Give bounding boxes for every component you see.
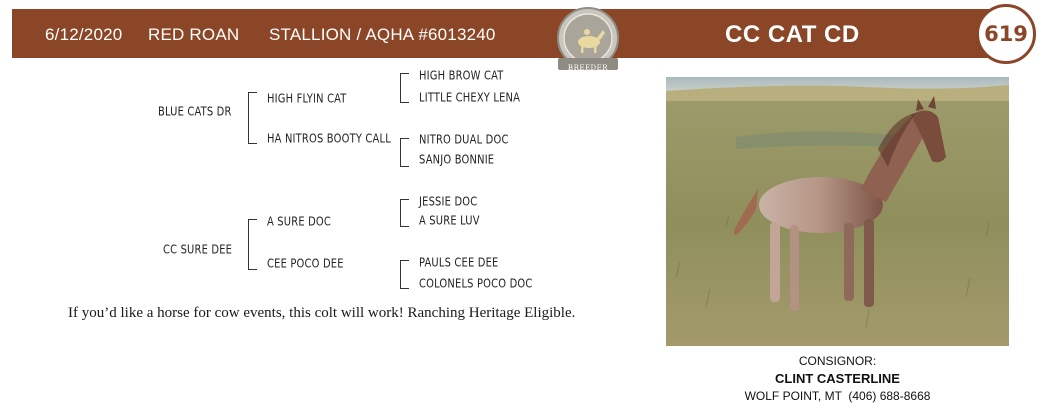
pedigree-sire-sire-dam: LITTLE CHEXY LENA: [419, 90, 521, 105]
bracket-dam-sire-bottom: [400, 226, 409, 227]
lot-number-badge: [976, 4, 1036, 64]
bracket-dam-top: [248, 219, 257, 220]
bracket-dam-dam-bottom: [400, 288, 409, 289]
horse-description: If you’d like a horse for cow events, this colt will work! Ranching Heritage Eligible.: [68, 305, 576, 321]
pedigree-sire-sire-sire: HIGH BROW CAT: [419, 68, 504, 83]
bracket-dam-sire: [400, 199, 401, 227]
horse-photo-image: [666, 77, 1009, 346]
pedigree-dam-sire-dam: A SURE LUV: [419, 213, 480, 228]
pedigree-dam: CC SURE DEE: [163, 242, 233, 257]
pedigree-dam-dam-sire: PAULS CEE DEE: [419, 255, 499, 270]
pedigree-dam-sire: A SURE DOC: [267, 214, 332, 229]
pedigree-dam-dam: CEE POCO DEE: [267, 256, 344, 271]
sale-date: 6/12/2020: [45, 25, 123, 44]
bracket-dam-bottom: [248, 269, 257, 270]
bracket-sire-dam: [400, 138, 401, 167]
bracket-dam-dam: [400, 260, 401, 289]
bracket-sire-bottom: [248, 143, 257, 144]
bracket-sire-dam-bottom: [400, 166, 409, 167]
pedigree-sire-dam: HA NITROS BOOTY CALL: [267, 131, 391, 146]
bracket-sire-top: [248, 92, 257, 93]
pedigree-sire-dam-dam: SANJO BONNIE: [419, 152, 495, 167]
pedigree-sire-dam-sire: NITRO DUAL DOC: [419, 132, 509, 147]
pedigree-sire-sire: HIGH FLYIN CAT: [267, 91, 347, 106]
pedigree-dam-dam-dam: COLONELS POCO DOC: [419, 276, 533, 291]
horse-photo: [666, 77, 1009, 346]
consignor-name: CLINT CASTERLINE: [775, 371, 900, 386]
horse-color: RED ROAN: [148, 25, 240, 44]
consignor-label: CONSIGNOR:: [798, 354, 877, 368]
bracket-sire-sire-bottom: [400, 102, 409, 103]
pedigree-dam-sire-sire: JESSIE DOC: [419, 194, 478, 209]
bracket-dam-dam-top: [400, 260, 409, 261]
pedigree-sire: BLUE CATS DR: [158, 104, 232, 119]
bracket-dam-sire-top: [400, 199, 409, 200]
lot-number: 619: [984, 22, 1028, 46]
bracket-sire-sire: [400, 73, 401, 103]
sex-registration: STALLION / AQHA #6013240: [269, 25, 496, 44]
consignor-location: WOLF POINT, MT (406) 688-8668: [744, 389, 931, 403]
badge-label: BREEDER: [567, 64, 609, 72]
breeder-badge: [552, 6, 624, 78]
bracket-sire: [248, 92, 249, 144]
horse-name: CC CAT CD: [725, 21, 860, 48]
header-banner: [12, 9, 1012, 58]
bracket-dam: [248, 219, 249, 270]
bracket-sire-sire-top: [400, 73, 409, 74]
bracket-sire-dam-top: [400, 138, 409, 139]
